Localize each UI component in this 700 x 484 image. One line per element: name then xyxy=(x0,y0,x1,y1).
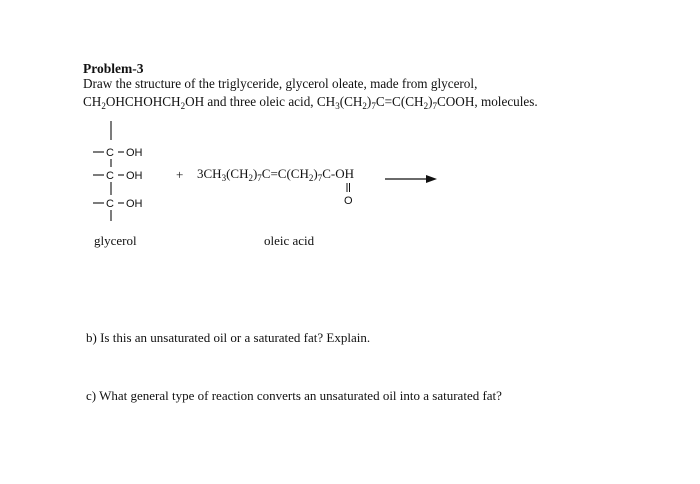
question-b: b) Is this an unsaturated oil or a saturated fat? Explain. xyxy=(86,330,371,345)
problem-statement-line1: Draw the structure of the triglyceride, glycerol oleate, made from glycerol, xyxy=(83,76,478,91)
hydroxyl-1: OH xyxy=(126,147,143,159)
reaction-arrow xyxy=(385,175,437,183)
problem-statement-line2: $CH_2OHCHOHCH_2OH$ and three oleic acid, $CH_3(CH_2)_7C=C(CH_2)_7COOH$, molecules. xyxy=(83,94,538,111)
carbon-3: C xyxy=(106,198,114,210)
plus-sign: + xyxy=(176,167,184,182)
problem-title: Problem-3 xyxy=(83,61,144,76)
oleic-acid-formula: $3CH_3(CH_2)_7C=C(CH_2)_7C-OH$ xyxy=(197,166,354,183)
question-c: c) What general type of reaction converts an unsaturated oil into a saturated fat? xyxy=(86,388,502,403)
oleic-acid-label: oleic acid xyxy=(264,233,315,248)
carbon-2: C xyxy=(106,170,114,182)
hydroxyl-2: OH xyxy=(126,170,143,182)
glycerol-label: glycerol xyxy=(94,233,137,248)
hydroxyl-3: OH xyxy=(126,198,143,210)
carbonyl-group xyxy=(344,183,353,207)
arrow-head-icon xyxy=(426,175,437,183)
carbonyl-oxygen: O xyxy=(344,195,353,207)
carbon-1: C xyxy=(106,147,114,159)
